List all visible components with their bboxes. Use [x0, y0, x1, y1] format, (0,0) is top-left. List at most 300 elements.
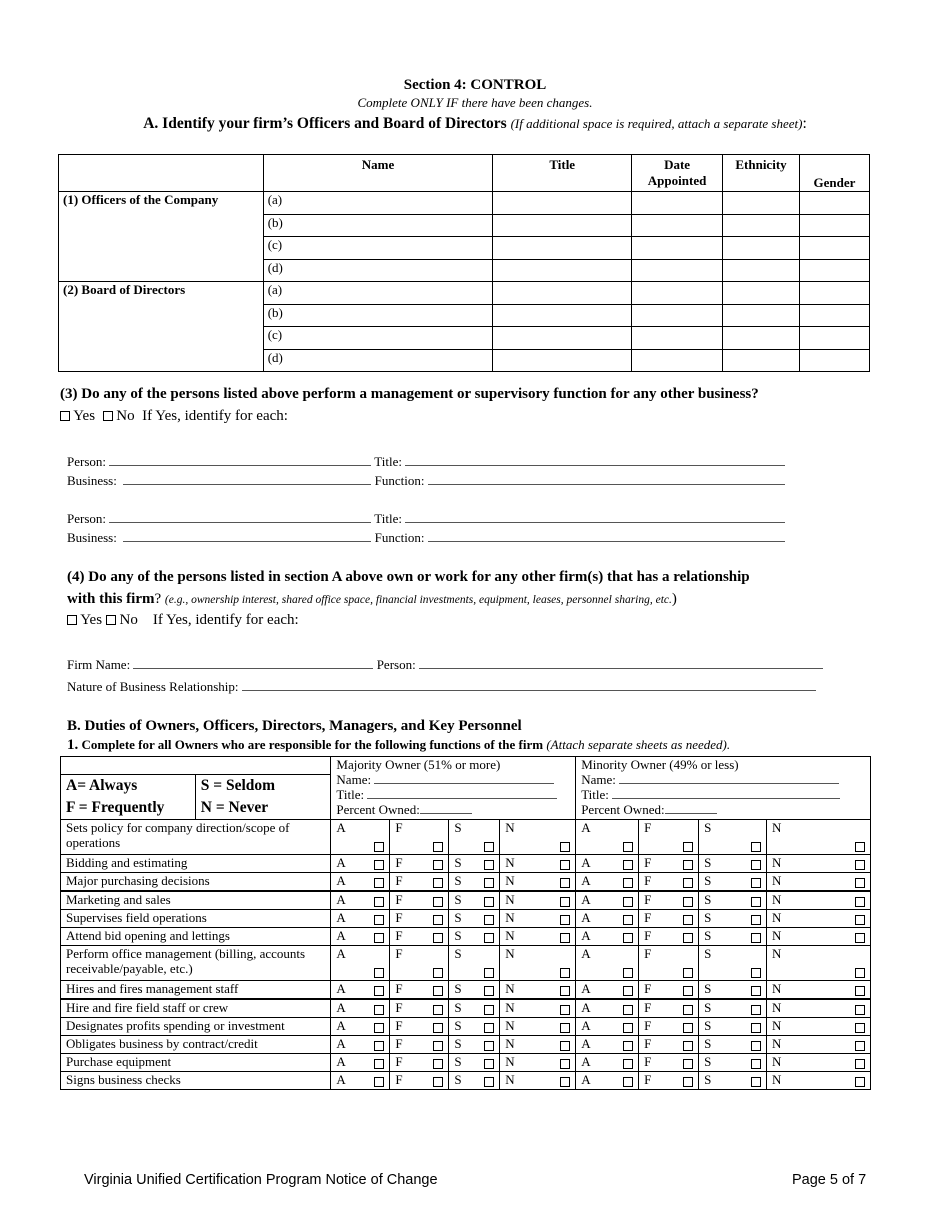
majority-title-field[interactable] [367, 787, 557, 799]
firm-name-label: Firm Name: [67, 657, 131, 672]
part-b-item [67, 737, 730, 754]
minority-name-field[interactable] [619, 772, 839, 784]
minority-f-checkbox[interactable] [683, 878, 693, 888]
majority-name-field[interactable] [374, 772, 554, 784]
title-label: Title: [374, 454, 402, 469]
majority-f-checkbox[interactable] [433, 860, 443, 870]
majority-n-checkbox[interactable] [560, 1077, 570, 1087]
majority-percent-field[interactable] [420, 802, 472, 814]
officer-ethnicity-c[interactable] [723, 237, 800, 260]
majority-option-cell [449, 981, 500, 1000]
majority-s-checkbox[interactable] [484, 1059, 494, 1069]
minority-f-checkbox[interactable] [683, 933, 693, 943]
majority-s-checkbox[interactable] [484, 1023, 494, 1033]
colon: : [802, 115, 807, 132]
director-title-d[interactable] [493, 349, 632, 372]
majority-s-checkbox[interactable] [484, 968, 494, 978]
majority-option-cell [331, 820, 390, 855]
majority-f-checkbox[interactable] [433, 933, 443, 943]
minority-s-checkbox[interactable] [751, 842, 761, 852]
majority-a-checkbox[interactable] [374, 1077, 384, 1087]
q4-question-cont-text: with this firm [67, 591, 155, 607]
option-letter: S [454, 1036, 462, 1051]
option-letter: F [644, 855, 652, 870]
director-date-d[interactable] [632, 349, 723, 372]
option-letter: N [505, 1054, 515, 1069]
option-letter: A [336, 928, 346, 943]
option-letter: N [505, 910, 515, 925]
minority-s-checkbox[interactable] [751, 1023, 761, 1033]
q3-entry-2 [67, 511, 785, 546]
minority-option-cell [767, 999, 871, 1018]
majority-f-checkbox[interactable] [433, 878, 443, 888]
minority-s-checkbox[interactable] [751, 1059, 761, 1069]
option-letter: F [644, 820, 652, 835]
director-title-c[interactable] [493, 327, 632, 350]
option-letter: F [644, 1000, 652, 1015]
majority-n-checkbox[interactable] [560, 986, 570, 996]
minority-a-checkbox[interactable] [623, 897, 633, 907]
minority-a-checkbox[interactable] [623, 842, 633, 852]
option-letter: A [581, 946, 591, 961]
option-letter: S [454, 928, 462, 943]
majority-n-checkbox[interactable] [560, 897, 570, 907]
majority-f-checkbox[interactable] [433, 1023, 443, 1033]
q3-yes-checkbox[interactable] [60, 411, 70, 421]
minority-percent-field[interactable] [665, 802, 717, 814]
majority-a-checkbox[interactable] [374, 1023, 384, 1033]
majority-f-checkbox[interactable] [433, 1005, 443, 1015]
minority-f-checkbox[interactable] [683, 860, 693, 870]
majority-option-cell [500, 910, 576, 928]
majority-s-checkbox[interactable] [484, 860, 494, 870]
minority-n-checkbox[interactable] [855, 1077, 865, 1087]
majority-option-cell [449, 1072, 500, 1090]
option-letter: N [772, 1054, 782, 1069]
majority-s-checkbox[interactable] [484, 842, 494, 852]
majority-n-checkbox[interactable] [560, 860, 570, 870]
minority-f-checkbox[interactable] [683, 968, 693, 978]
majority-option-cell [500, 873, 576, 892]
option-letter: F [395, 1072, 403, 1087]
minority-option-cell [699, 946, 767, 981]
minority-f-checkbox[interactable] [683, 986, 693, 996]
majority-option-cell [331, 1036, 390, 1054]
majority-s-checkbox[interactable] [484, 1041, 494, 1051]
minority-option-cell [699, 999, 767, 1018]
name-label: Name: [581, 772, 616, 787]
majority-s-checkbox[interactable] [484, 1077, 494, 1087]
director-gender-d[interactable] [799, 349, 869, 372]
majority-a-checkbox[interactable] [374, 986, 384, 996]
majority-s-checkbox[interactable] [484, 897, 494, 907]
majority-n-checkbox[interactable] [560, 968, 570, 978]
minority-n-checkbox[interactable] [855, 968, 865, 978]
option-letter: S [454, 981, 462, 996]
director-date-c[interactable] [632, 327, 723, 350]
q4-yes-checkbox[interactable] [67, 615, 77, 625]
majority-n-checkbox[interactable] [560, 1023, 570, 1033]
minority-a-checkbox[interactable] [623, 986, 633, 996]
officer-name-d[interactable]: (d) [263, 259, 493, 282]
majority-option-cell [449, 999, 500, 1018]
majority-option-cell [390, 928, 449, 946]
option-letter: A [336, 1072, 346, 1087]
option-letter: F [644, 981, 652, 996]
majority-option-cell [449, 855, 500, 873]
majority-n-checkbox[interactable] [560, 842, 570, 852]
minority-f-checkbox[interactable] [683, 1059, 693, 1069]
director-date-a[interactable] [632, 282, 723, 305]
minority-option-cell [767, 891, 871, 910]
director-name-c[interactable]: (c) [263, 327, 493, 350]
majority-a-checkbox[interactable] [374, 915, 384, 925]
minority-option-cell [767, 873, 871, 892]
option-letter: A [336, 892, 346, 907]
duty-row [61, 820, 871, 855]
minority-option-cell [639, 946, 699, 981]
option-letter: N [505, 1018, 515, 1033]
q4-question-cont [67, 591, 677, 608]
minority-f-checkbox[interactable] [683, 1041, 693, 1051]
minority-a-checkbox[interactable] [623, 933, 633, 943]
majority-f-checkbox[interactable] [433, 915, 443, 925]
option-letter: A [336, 1054, 346, 1069]
majority-a-checkbox[interactable] [374, 1059, 384, 1069]
minority-s-checkbox[interactable] [751, 1077, 761, 1087]
majority-option-cell [449, 1054, 500, 1072]
director-title-a[interactable] [493, 282, 632, 305]
option-letter: A [336, 855, 346, 870]
officer-gender-b[interactable] [799, 214, 869, 237]
q3-function-2-field[interactable] [428, 530, 785, 542]
majority-f-checkbox[interactable] [433, 1059, 443, 1069]
officer-title-a[interactable] [493, 192, 632, 215]
majority-n-checkbox[interactable] [560, 1005, 570, 1015]
q3-person-2-field[interactable] [109, 511, 371, 523]
majority-a-checkbox[interactable] [374, 933, 384, 943]
q4-nature-field[interactable] [242, 679, 816, 691]
officer-name-a[interactable]: (a) [263, 192, 493, 215]
q4-followup: If Yes, identify for each: [152, 612, 299, 628]
director-ethnicity-a[interactable] [723, 282, 800, 305]
majority-s-checkbox[interactable] [484, 986, 494, 996]
director-title-b[interactable] [493, 304, 632, 327]
minority-option-cell [576, 820, 639, 855]
option-letter: S [704, 928, 712, 943]
option-letter: N [772, 910, 782, 925]
person-label: Person: [376, 657, 416, 672]
minority-s-checkbox[interactable] [751, 915, 761, 925]
majority-option-cell [500, 820, 576, 855]
option-letter: N [505, 873, 515, 888]
duty-function-label: Obligates business by contract/credit [61, 1036, 331, 1054]
officer-name-c[interactable]: (c) [263, 237, 493, 260]
option-letter: N [505, 946, 515, 961]
q3-business-1-field[interactable] [123, 473, 371, 485]
minority-n-checkbox[interactable] [855, 878, 865, 888]
officer-date-d[interactable] [632, 259, 723, 282]
business-label: Business: [67, 473, 117, 488]
minority-a-checkbox[interactable] [623, 1023, 633, 1033]
minority-option-cell [639, 891, 699, 910]
majority-n-checkbox[interactable] [560, 933, 570, 943]
director-gender-b[interactable] [799, 304, 869, 327]
minority-option-cell [699, 820, 767, 855]
option-letter: N [505, 855, 515, 870]
minority-option-cell [639, 910, 699, 928]
minority-n-checkbox[interactable] [855, 897, 865, 907]
option-letter: S [704, 1072, 712, 1087]
majority-f-checkbox[interactable] [433, 986, 443, 996]
minority-n-checkbox[interactable] [855, 933, 865, 943]
majority-f-checkbox[interactable] [433, 1041, 443, 1051]
director-name-d[interactable]: (d) [263, 349, 493, 372]
header-gender: Gender [799, 155, 869, 192]
minority-s-checkbox[interactable] [751, 878, 761, 888]
option-letter: A [581, 855, 591, 870]
minority-n-checkbox[interactable] [855, 1059, 865, 1069]
option-letter: A [581, 928, 591, 943]
q4-nature-row [67, 679, 816, 695]
option-letter: A [581, 873, 591, 888]
majority-option-cell [390, 820, 449, 855]
majority-n-checkbox[interactable] [560, 1059, 570, 1069]
option-letter: S [454, 1018, 462, 1033]
officer-name-b[interactable]: (b) [263, 214, 493, 237]
q4-firm-name-field[interactable] [133, 657, 373, 669]
option-letter: A [581, 892, 591, 907]
minority-option-cell [639, 855, 699, 873]
majority-option-cell [449, 873, 500, 892]
majority-s-checkbox[interactable] [484, 933, 494, 943]
legend-frequently: F = Frequently [66, 799, 165, 816]
officer-title-d[interactable] [493, 259, 632, 282]
minority-s-checkbox[interactable] [751, 933, 761, 943]
option-letter: N [772, 1072, 782, 1087]
q4-no-checkbox[interactable] [106, 615, 116, 625]
option-letter: S [704, 910, 712, 925]
majority-option-cell [500, 1072, 576, 1090]
majority-option-cell [390, 891, 449, 910]
majority-n-checkbox[interactable] [560, 915, 570, 925]
majority-option-cell [500, 1054, 576, 1072]
q3-title-1-field[interactable] [405, 454, 785, 466]
legend-always: A= Always [66, 777, 138, 794]
option-letter: N [772, 1018, 782, 1033]
minority-a-checkbox[interactable] [623, 1005, 633, 1015]
function-label: Function: [374, 473, 425, 488]
minority-n-checkbox[interactable] [855, 1023, 865, 1033]
duty-function-label: Attend bid opening and lettings [61, 928, 331, 946]
minority-title-field[interactable] [612, 787, 840, 799]
minority-f-checkbox[interactable] [683, 1005, 693, 1015]
q3-answer-row [60, 408, 288, 425]
person-label: Person: [67, 511, 106, 526]
minority-f-checkbox[interactable] [683, 915, 693, 925]
option-letter: S [454, 892, 462, 907]
majority-a-checkbox[interactable] [374, 897, 384, 907]
director-ethnicity-b[interactable] [723, 304, 800, 327]
part-a-heading [0, 115, 950, 133]
option-letter: F [644, 946, 652, 961]
officer-ethnicity-a[interactable] [723, 192, 800, 215]
q3-business-2-field[interactable] [123, 530, 371, 542]
majority-s-checkbox[interactable] [484, 1005, 494, 1015]
option-letter: F [644, 1054, 652, 1069]
option-letter: N [772, 820, 782, 835]
minority-s-checkbox[interactable] [751, 986, 761, 996]
minority-option-cell [639, 820, 699, 855]
minority-s-checkbox[interactable] [751, 860, 761, 870]
duty-row [61, 910, 871, 928]
minority-s-checkbox[interactable] [751, 897, 761, 907]
minority-option-cell [767, 928, 871, 946]
minority-a-checkbox[interactable] [623, 915, 633, 925]
option-letter: F [395, 1054, 403, 1069]
duty-row [61, 855, 871, 873]
header-date-appointed: Date Appointed [632, 155, 723, 192]
minority-option-cell [767, 981, 871, 1000]
majority-f-checkbox[interactable] [433, 842, 443, 852]
director-gender-a[interactable] [799, 282, 869, 305]
minority-a-checkbox[interactable] [623, 1041, 633, 1051]
option-letter: N [505, 820, 515, 835]
option-letter: A [336, 1036, 346, 1051]
option-letter: F [644, 910, 652, 925]
item-note: (Attach separate sheets as needed). [546, 737, 731, 752]
minority-option-cell [699, 855, 767, 873]
option-letter: F [644, 928, 652, 943]
q3-no-checkbox[interactable] [103, 411, 113, 421]
minority-s-checkbox[interactable] [751, 1041, 761, 1051]
q3-function-1-field[interactable] [428, 473, 785, 485]
option-letter: S [704, 981, 712, 996]
minority-f-checkbox[interactable] [683, 897, 693, 907]
minority-f-checkbox[interactable] [683, 1077, 693, 1087]
option-letter: S [704, 946, 712, 961]
majority-option-cell [500, 855, 576, 873]
majority-a-checkbox[interactable] [374, 1041, 384, 1051]
minority-a-checkbox[interactable] [623, 878, 633, 888]
q4-answer-row [67, 612, 299, 629]
option-letter: S [704, 873, 712, 888]
minority-f-checkbox[interactable] [683, 1023, 693, 1033]
officer-gender-d[interactable] [799, 259, 869, 282]
option-letter: A [336, 873, 346, 888]
majority-option-cell [331, 999, 390, 1018]
officer-ethnicity-b[interactable] [723, 214, 800, 237]
majority-option-cell [331, 910, 390, 928]
q3-title-2-field[interactable] [405, 511, 785, 523]
minority-n-checkbox[interactable] [855, 915, 865, 925]
minority-option-cell [699, 910, 767, 928]
minority-n-checkbox[interactable] [855, 1041, 865, 1051]
minority-a-checkbox[interactable] [623, 1077, 633, 1087]
officer-date-c[interactable] [632, 237, 723, 260]
minority-option-cell [699, 1054, 767, 1072]
minority-option-cell [576, 1072, 639, 1090]
option-letter: A [336, 946, 346, 961]
director-ethnicity-d[interactable] [723, 349, 800, 372]
officer-gender-c[interactable] [799, 237, 869, 260]
director-gender-c[interactable] [799, 327, 869, 350]
majority-a-checkbox[interactable] [374, 968, 384, 978]
majority-f-checkbox[interactable] [433, 968, 443, 978]
close-paren: ) [671, 591, 677, 607]
option-letter: S [704, 1054, 712, 1069]
majority-s-checkbox[interactable] [484, 915, 494, 925]
majority-a-checkbox[interactable] [374, 878, 384, 888]
q4-person-field[interactable] [419, 657, 823, 669]
director-name-b[interactable]: (b) [263, 304, 493, 327]
officer-ethnicity-d[interactable] [723, 259, 800, 282]
duty-row [61, 1018, 871, 1036]
duty-row [61, 1054, 871, 1072]
majority-a-checkbox[interactable] [374, 842, 384, 852]
majority-s-checkbox[interactable] [484, 878, 494, 888]
header-title: Title [493, 155, 632, 192]
majority-option-cell [500, 1036, 576, 1054]
duty-row [61, 946, 871, 981]
officer-date-a[interactable] [632, 192, 723, 215]
majority-f-checkbox[interactable] [433, 1077, 443, 1087]
option-letter: N [505, 1036, 515, 1051]
minority-s-checkbox[interactable] [751, 968, 761, 978]
minority-n-checkbox[interactable] [855, 860, 865, 870]
title-label: Title: [336, 787, 365, 802]
director-name-a[interactable]: (a) [263, 282, 493, 305]
majority-option-cell [390, 1054, 449, 1072]
officer-title-c[interactable] [493, 237, 632, 260]
officer-date-b[interactable] [632, 214, 723, 237]
officer-gender-a[interactable] [799, 192, 869, 215]
option-letter: F [644, 1036, 652, 1051]
majority-f-checkbox[interactable] [433, 897, 443, 907]
option-letter: N [505, 1000, 515, 1015]
minority-option-cell [699, 1018, 767, 1036]
minority-a-checkbox[interactable] [623, 1059, 633, 1069]
majority-option-cell [331, 891, 390, 910]
minority-a-checkbox[interactable] [623, 860, 633, 870]
majority-a-checkbox[interactable] [374, 1005, 384, 1015]
q3-followup: If Yes, identify for each: [142, 408, 288, 424]
person-label: Person: [67, 454, 106, 469]
q3-person-1-field[interactable] [109, 454, 371, 466]
majority-n-checkbox[interactable] [560, 1041, 570, 1051]
name-label: Name: [336, 772, 372, 787]
majority-option-cell [449, 928, 500, 946]
director-date-b[interactable] [632, 304, 723, 327]
majority-a-checkbox[interactable] [374, 860, 384, 870]
title-label: Title: [581, 787, 609, 802]
minority-a-checkbox[interactable] [623, 968, 633, 978]
officer-title-b[interactable] [493, 214, 632, 237]
duty-function-label: Marketing and sales [61, 891, 331, 910]
option-letter: N [772, 892, 782, 907]
director-ethnicity-c[interactable] [723, 327, 800, 350]
minority-n-checkbox[interactable] [855, 1005, 865, 1015]
minority-f-checkbox[interactable] [683, 842, 693, 852]
majority-n-checkbox[interactable] [560, 878, 570, 888]
minority-n-checkbox[interactable] [855, 842, 865, 852]
minority-option-cell [576, 855, 639, 873]
minority-s-checkbox[interactable] [751, 1005, 761, 1015]
option-letter: S [454, 946, 462, 961]
minority-n-checkbox[interactable] [855, 986, 865, 996]
majority-option-cell [331, 1018, 390, 1036]
option-letter: A [581, 1054, 591, 1069]
